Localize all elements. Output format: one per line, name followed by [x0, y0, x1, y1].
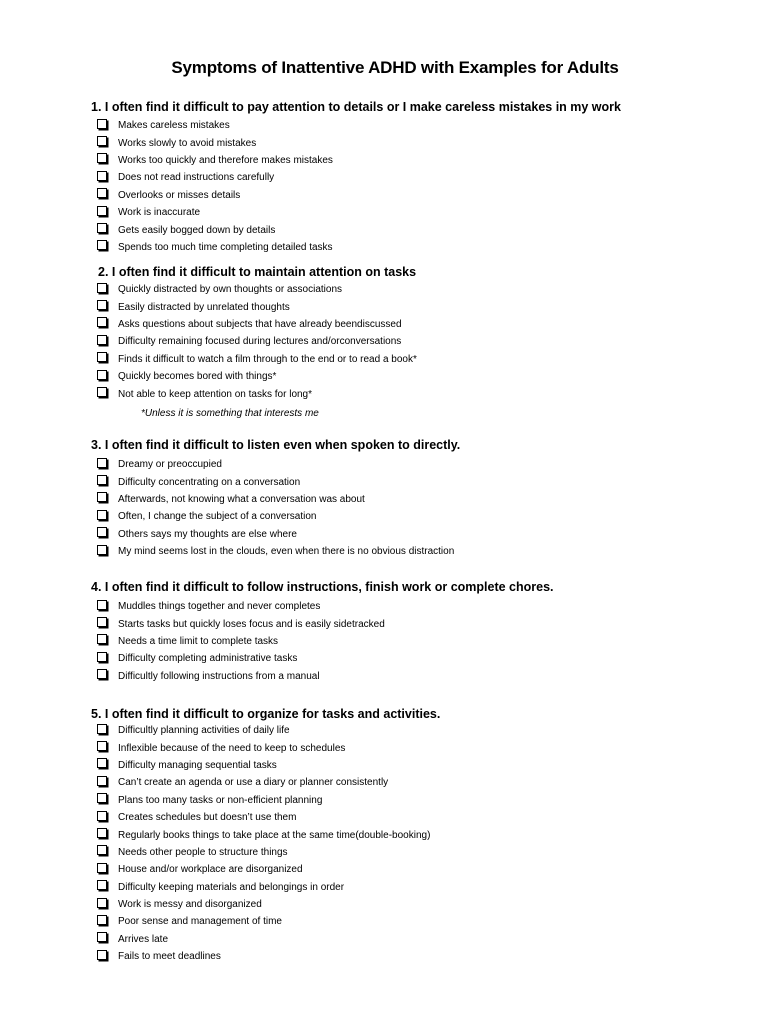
item-label: Others says my thoughts are else where	[118, 528, 297, 540]
item-label: Makes careless mistakes	[118, 120, 230, 132]
page-title: Symptoms of Inattentive ADHD with Examples for Adults	[171, 58, 619, 77]
checklist-item	[97, 473, 454, 490]
item-label: Works slowly to avoid mistakes	[118, 137, 257, 149]
item-label: Work is inaccurate	[118, 207, 201, 219]
checklist-item	[97, 152, 333, 169]
checklist-item	[97, 117, 333, 134]
checklist-item	[97, 169, 333, 186]
item-label: Spends too much time completing detailed tasks	[118, 241, 333, 253]
checkbox-icon[interactable]	[97, 335, 107, 345]
checkbox-icon[interactable]	[97, 776, 107, 786]
checkbox-icon[interactable]	[97, 206, 107, 216]
checklist-item	[97, 187, 333, 204]
checkbox-icon[interactable]	[97, 634, 107, 644]
item-label: Regularly books things to take place at the same time(double-booking)	[118, 829, 431, 841]
item-label: Difficulty remaining focused during lectures and/orconversations	[118, 336, 402, 348]
checklist-item	[97, 948, 430, 965]
checkbox-icon[interactable]	[97, 724, 107, 734]
checkbox-icon[interactable]	[97, 300, 107, 310]
checklist-item	[97, 134, 333, 151]
checklist-item	[97, 633, 385, 650]
checklist-item	[97, 739, 430, 756]
section-heading-3: 3. I often find it difficult to listen even when spoken to directly.	[91, 438, 461, 452]
checkbox-icon[interactable]	[97, 136, 107, 146]
checkbox-icon[interactable]	[97, 352, 107, 362]
checklist-item	[97, 239, 333, 256]
checkbox-icon[interactable]	[97, 153, 107, 163]
checklist-item	[97, 491, 454, 508]
item-label: Difficultly planning activities of daily life	[118, 725, 290, 737]
checkbox-icon[interactable]	[97, 492, 107, 502]
checklist-item	[97, 809, 430, 826]
checklist-item	[97, 508, 454, 525]
item-label: Needs a time limit to complete tasks	[118, 635, 279, 647]
checkbox-icon[interactable]	[97, 119, 107, 129]
checklist-3	[97, 456, 454, 560]
checklist-item	[97, 650, 385, 667]
item-label: Muddles things together and never completes	[118, 601, 321, 613]
checklist-5	[97, 722, 430, 965]
item-label: My mind seems lost in the clouds, even when there is no obvious distraction	[118, 546, 455, 558]
checklist-4	[97, 598, 385, 685]
checkbox-icon[interactable]	[97, 240, 107, 250]
checklist-item	[97, 896, 430, 913]
checklist-item	[97, 913, 430, 930]
checkbox-icon[interactable]	[97, 828, 107, 838]
item-label: Quickly becomes bored with things*	[118, 371, 277, 383]
checklist-item	[97, 385, 417, 402]
item-label: Difficultly following instructions from a manual	[118, 670, 320, 682]
checkbox-icon[interactable]	[97, 317, 107, 327]
item-label: Asks questions about subjects that have already beendiscussed	[118, 318, 402, 330]
item-label: Poor sense and management of time	[118, 916, 282, 928]
checklist-item	[97, 861, 430, 878]
checkbox-icon[interactable]	[97, 458, 107, 468]
checklist-2	[97, 281, 417, 403]
checklist-item	[97, 774, 430, 791]
checkbox-icon[interactable]	[97, 188, 107, 198]
checklist-item	[97, 757, 430, 774]
checkbox-icon[interactable]	[97, 669, 107, 679]
checkbox-icon[interactable]	[97, 171, 107, 181]
section-heading-5: 5. I often find it difficult to organize for tasks and activities.	[91, 707, 441, 721]
item-label: Inflexible because of the need to keep to schedules	[118, 742, 346, 754]
checklist-item	[97, 351, 417, 368]
checkbox-icon[interactable]	[97, 758, 107, 768]
checkbox-icon[interactable]	[97, 845, 107, 855]
item-label: Dreamy or preoccupied	[118, 459, 222, 471]
checkbox-icon[interactable]	[97, 387, 107, 397]
checkbox-icon[interactable]	[97, 741, 107, 751]
checklist-item	[97, 281, 417, 298]
item-label: Often, I change the subject of a conversation	[118, 511, 317, 523]
checkbox-icon[interactable]	[97, 915, 107, 925]
checklist-item	[97, 526, 454, 543]
item-label: Fails to meet deadlines	[118, 951, 221, 963]
section-heading-1: 1. I often find it difficult to pay attention to details or I make careless mistakes in my work	[91, 100, 621, 114]
checklist-item	[97, 543, 454, 560]
footnote: *Unless it is something that interests me	[141, 408, 319, 419]
checklist-item	[97, 598, 385, 615]
checkbox-icon[interactable]	[97, 510, 107, 520]
checklist-item	[97, 333, 417, 350]
item-label: Can’t create an agenda or use a diary or planner consistently	[118, 777, 389, 789]
checkbox-icon[interactable]	[97, 863, 107, 873]
item-label: Afterwards, not knowing what a conversation was about	[118, 493, 365, 505]
checklist-item	[97, 792, 430, 809]
checkbox-icon[interactable]	[97, 793, 107, 803]
checklist-item	[97, 722, 430, 739]
section-heading-4: 4. I often find it difficult to follow instructions, finish work or complete chores.	[91, 580, 554, 594]
item-label: Overlooks or misses details	[118, 189, 241, 201]
item-label: Gets easily bogged down by details	[118, 224, 276, 236]
checklist-item	[97, 844, 430, 861]
checklist-item	[97, 615, 385, 632]
item-label: Does not read instructions carefully	[118, 172, 275, 184]
checklist-item	[97, 221, 333, 238]
checkbox-icon[interactable]	[97, 223, 107, 233]
checklist-item	[97, 316, 417, 333]
checkbox-icon[interactable]	[97, 545, 107, 555]
checklist-item	[97, 298, 417, 315]
item-label: Arrives late	[118, 933, 169, 945]
item-label: Quickly distracted by own thoughts or associations	[118, 284, 342, 296]
checkbox-icon[interactable]	[97, 898, 107, 908]
item-label: Difficulty concentrating on a conversation	[118, 476, 301, 488]
checkbox-icon[interactable]	[97, 932, 107, 942]
item-label: Not able to keep attention on tasks for long*	[118, 388, 313, 400]
checkbox-icon[interactable]	[97, 370, 107, 380]
checkbox-icon[interactable]	[97, 617, 107, 627]
item-label: Work is messy and disorganized	[118, 899, 262, 911]
item-label: Difficulty managing sequential tasks	[118, 759, 277, 771]
item-label: Starts tasks but quickly loses focus and is easily sidetracked	[118, 618, 385, 630]
checkbox-icon[interactable]	[97, 811, 107, 821]
checklist-item	[97, 204, 333, 221]
checklist-item	[97, 668, 385, 685]
item-label: Difficulty completing administrative tasks	[118, 653, 298, 665]
checkbox-icon[interactable]	[97, 880, 107, 890]
checkbox-icon[interactable]	[97, 950, 107, 960]
checkbox-icon[interactable]	[97, 600, 107, 610]
checkbox-icon[interactable]	[97, 475, 107, 485]
checklist-item	[97, 368, 417, 385]
checkbox-icon[interactable]	[97, 652, 107, 662]
checkbox-icon[interactable]	[97, 527, 107, 537]
item-label: Finds it difficult to watch a film through to the end or to read a book*	[118, 353, 417, 365]
item-label: Creates schedules but doesn’t use them	[118, 812, 297, 824]
checkbox-icon[interactable]	[97, 283, 107, 293]
checklist-item	[97, 931, 430, 948]
item-label: House and/or workplace are disorganized	[118, 864, 303, 876]
item-label: Easily distracted by unrelated thoughts	[118, 301, 290, 313]
checklist-item	[97, 826, 430, 843]
item-label: Needs other people to structure things	[118, 846, 288, 858]
item-label: Difficulty keeping materials and belongings in order	[118, 881, 345, 893]
item-label: Works too quickly and therefore makes mistakes	[118, 154, 333, 166]
checklist-1	[97, 117, 333, 256]
item-label: Plans too many tasks or non-efficient planning	[118, 794, 323, 806]
section-heading-2: 2. I often find it difficult to maintain attention on tasks	[98, 265, 417, 279]
checklist-item	[97, 456, 454, 473]
checklist-item	[97, 879, 430, 896]
